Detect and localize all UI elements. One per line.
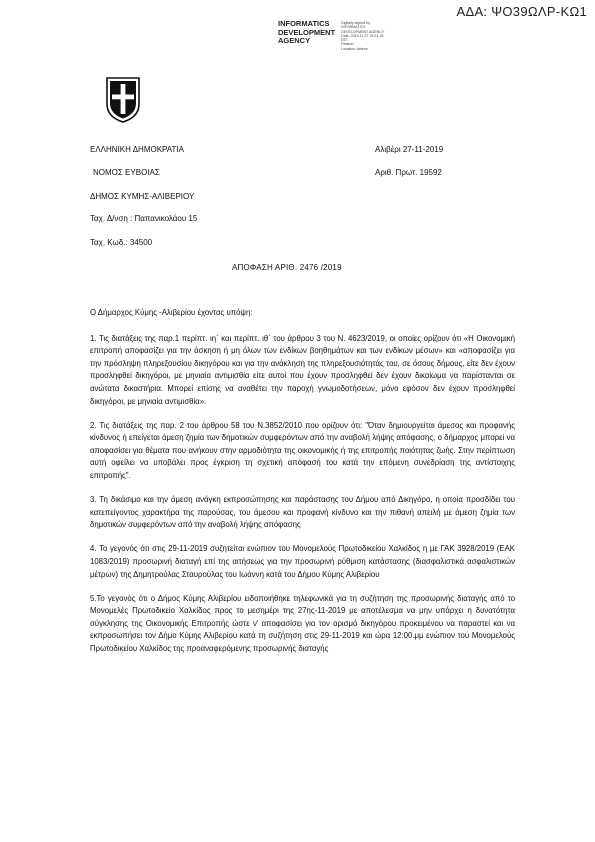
- body-paragraph: 4. Το γεγονός ότι στις 29-11-2019 συζητείται ενώπιον του Μονομελούς Πρωτοδικείου Χαλκίδος η με ΓΑΚ 3928/2019 (ΕΑΚ 1083/2019) προσωρινή διαταγή επί της αιτήσεως για την προσωρινή ρύθμιση κατάστασης (διασφαλιστικά ασφαλιστικών μέτρων) της Δημητρούλας Σταυρούλας του Ιωάννη κατά του Δήμου Κύμης Αλιβερίου: [90, 544, 515, 579]
- signature-details: [341, 20, 384, 51]
- body-intro: Ο Δήμαρχος Κύμης -Αλιβερίου έχοντας υπόψη:: [90, 308, 253, 317]
- document-body: [90, 307, 515, 667]
- header-prefecture: ΝΟΜΟΣ ΕΥΒΟΙΑΣ: [93, 168, 160, 177]
- header-republic: ΕΛΛΗΝΙΚΗ ΔΗΜΟΚΡΑΤΙΑ: [90, 145, 184, 154]
- header-address: Ταχ. Δ/νση : Παπανικολάου 15: [90, 214, 198, 223]
- header-protocol-number: Αριθ. Πρωτ. 19592: [375, 168, 442, 177]
- agency-name: [278, 20, 335, 51]
- body-paragraph: 3. Τη δικάσιμο και την άμεση ανάγκη εκπροσώπησης και παράστασης του Δήμου από Δικηγόρο, η οποία προσδίδει του κατεπείγοντος χαρακτήρα της παρούσας, του άμεσου και προφανή κίνδυνο και την πιθανή απειλή με άμεση ζημία των δημοτικών συμφερόντων από την αναβολή λήψης απόφασης: [90, 495, 515, 530]
- signature-detail-line: EET: [341, 38, 349, 43]
- signature-detail-line: Location: Athens: [341, 46, 368, 51]
- header-place-date: Αλιβέρι 27-11-2019: [375, 145, 444, 154]
- body-paragraph: 1. Τις διατάξεις της παρ.1 περίπτ. ιη΄ και περίπτ. ιθ΄ του άρθρου 3 του Ν. 4623/2019, οι οποίες ορίζουν ότι «Η Οικονομική επιτροπή αποφασίζει για την άσκηση ή μη όλων των ενδίκων βοηθημάτων και των ενδίκων μέσων» και «αποφασίζει για την πρόσληψη πληρεξουσίου δικηγόρου και για την ανάκληση της πληρεξουσιότητάς του, σε όσους δήμους, είτε δεν έχουν προσληφθεί δικηγόροι, με μηνιαία αντιμισθία είτε αυτοί που έχουν προσληφθεί δεν έχουν δικαίωμα να παρίστανται σε ανώτατα δικαστήρια. Μπορεί επίσης να αναθέτει την παροχή γνωμοδοτήσεων, μόνο εφόσον δεν έχουν προσληφθεί δικηγόροι, με μηνιαία αντιμισθία».: [90, 333, 515, 406]
- header-postcode: Ταχ. Κωδ.: 34500: [90, 238, 153, 247]
- header-municipality: ΔΗΜΟΣ ΚΥΜΗΣ-ΑΛΙΒΕΡΙΟΥ: [90, 192, 195, 201]
- agency-name-line: DEVELOPMENT: [278, 27, 336, 37]
- agency-name-line: AGENCY: [278, 36, 311, 45]
- signature-detail-line: Reason:: [341, 42, 355, 47]
- signature-detail-line: DEVELOPMENT AGENCY: [341, 29, 385, 34]
- digital-signature-block: [278, 20, 384, 51]
- body-paragraph: 5.Το γεγονός ότι ο Δήμος Κύμης Αλιβερίου ειδοποιήθηκε τηλεφωνικά για τη συζήτηση της προσωρινής διαταγής από το Μονομελές Πρωτοδικείο Χαλκίδος προς το μεσημέρι της 27ης-11-2019 με αποτέλεσμα να μην υπάρχει η δυνατότητα σύγκλησης της Οικονομικής Επιτροπής ώστε ν' αποφασίσει για τον ορισμό δικηγόρου προκειμένου να παραστεί και να εκπροσωπήσει τον Δήμο Κύμης Αλιβερίου κατά τη συζήτηση στις 29-11-2019 και ώρα 12:00.μμ ενώπιον του Μονομελούς Πρωτοδικείου Χαλκίδος της προαναφερόμενης προσωρινής διαταγής: [90, 593, 515, 654]
- ada-code: ΑΔΑ: ΨΟ39ΩΛΡ-ΚΩ1: [456, 4, 587, 19]
- body-paragraph: 2. Τις διατάξεις της παρ. 2 του άρθρου 58 του Ν.3852/2010 που ορίζουν ότι: "Όταν δημιουργείται άμεσος και προφανής κίνδυνος ή επείγεται άμεση ζημία των δημοτικών συμφερόντων από την αναβολή λήψης απόφασης, ο δήμαρχος μπορεί να αποφασίσει για θέματα που ανήκουν στην αρμοδιότητα της οικονομικής ή της επιτροπής ποιότητας ζωής. Στην περίπτωση αυτή οφείλει να υποβάλει προς έγκριση τη σχετική απόφασή του κατά την επόμενη συνεδρίαση της αντίστοιχης επιτροπής".: [90, 420, 515, 481]
- greek-coat-of-arms-icon: [104, 76, 142, 124]
- signature-detail-line: Date: 2019.11.27 15:21:15: [341, 33, 384, 38]
- signature-detail-line: INFORMATICS: [341, 25, 366, 30]
- signature-detail-line: Digitally signed by: [341, 21, 371, 25]
- decision-title: ΑΠΟΦΑΣΗ ΑΡΙΘ. 2476 /2019: [232, 263, 342, 272]
- agency-name-line: INFORMATICS: [278, 19, 330, 28]
